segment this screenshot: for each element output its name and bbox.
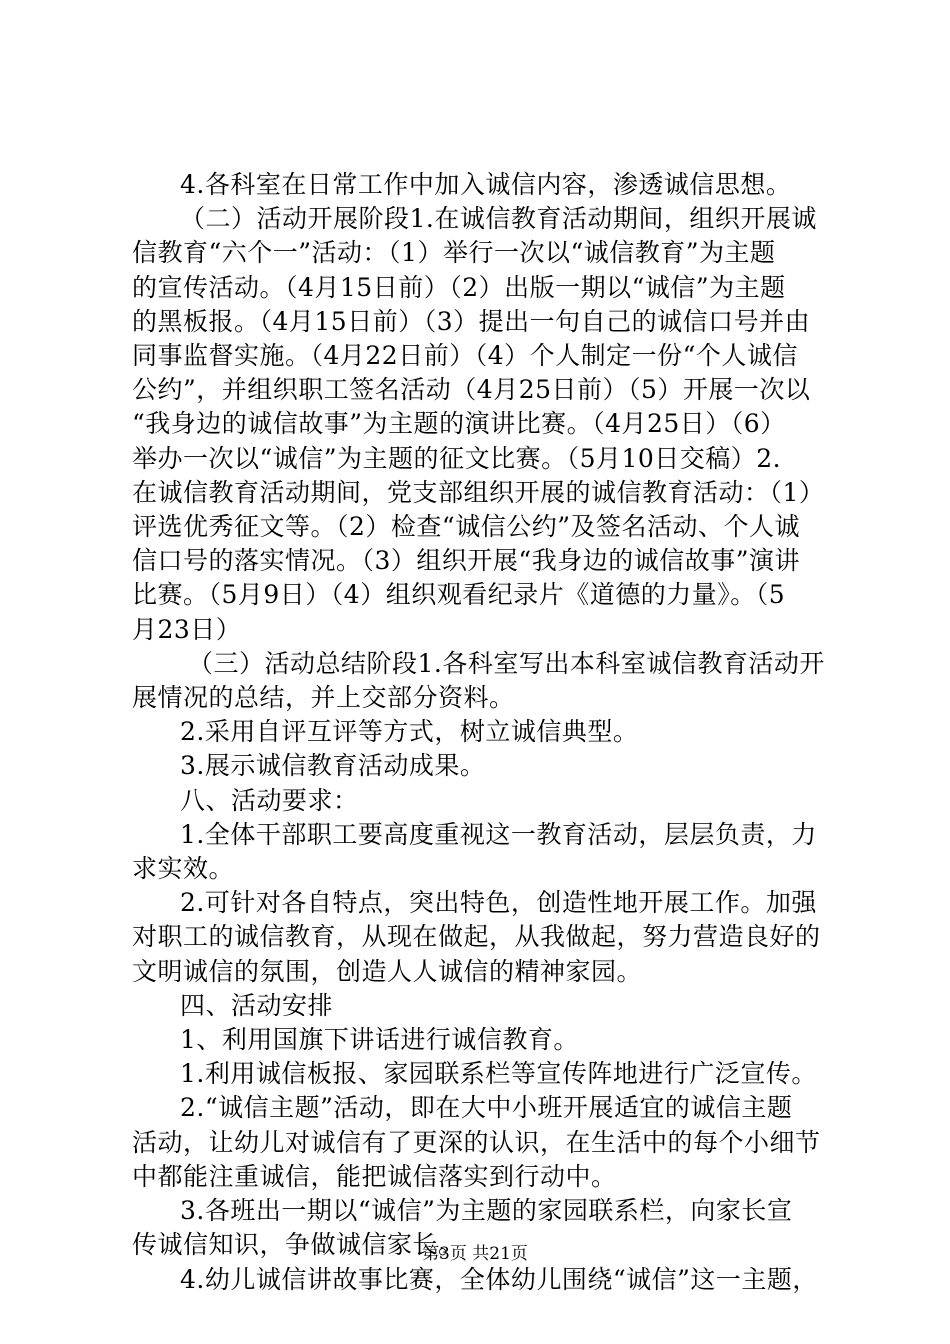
text-line: （三）活动总结阶段1.各科室写出本科室诚信教育活动开 (188, 648, 825, 678)
text-line: 比赛。（5月9日）（4）组织观看纪录片《道德的力量》。（5 (132, 580, 786, 610)
text-line: 求实效。 (132, 854, 235, 884)
text-line: 在诚信教育活动期间，党支部组织开展的诚信教育活动：（1） (132, 477, 825, 507)
section-heading: 八、活动要求： (180, 785, 359, 815)
text-line: 的黑板报。（4月15日前）（3）提出一句自己的诚信口号并由 (132, 306, 811, 336)
text-line: 举办一次以“诚信”为主题的征文比赛。（5月10日交稿）2. (132, 443, 782, 473)
page-number: 第3页 共21页 (422, 1244, 528, 1264)
document-body (132, 168, 837, 1297)
text-line: （二）活动开展阶段1.在诚信教育活动期间，组织开展诚 (180, 204, 817, 234)
text-line: 中都能注重诚信，能把诚信落实到行动中。 (132, 1161, 617, 1191)
text-line: 4.幼儿诚信讲故事比赛，全体幼儿围绕“诚信”这一主题， (180, 1264, 818, 1294)
text-line: 1.利用诚信板报、家园联系栏等宣传阵地进行广泛宣传。 (180, 1059, 817, 1089)
text-line: “我身边的诚信故事”为主题的演讲比赛。（4月25日）（6） (132, 409, 786, 439)
text-line: 活动，让幼儿对诚信有了更深的认识，在生活中的每个小细节 (132, 1127, 821, 1157)
text-line: 2.“诚信主题”活动，即在大中小班开展适宜的诚信主题 (180, 1093, 793, 1123)
text-line: 评选优秀征文等。（2）检查“诚信公约”及签名活动、个人诚 (132, 512, 800, 542)
text-line: 1、利用国旗下讲话进行诚信教育。 (180, 1025, 579, 1055)
text-line: 同事监督实施。（4月22日前）（4）个人制定一份“个人诚信 (132, 341, 798, 371)
text-line: 信口号的落实情况。（3）组织开展“我身边的诚信故事”演讲 (132, 546, 800, 576)
text-line: 3.展示诚信教育活动成果。 (180, 751, 486, 781)
text-line: 3.各班出一期以“诚信”为主题的家园联系栏，向家长宣 (180, 1196, 793, 1226)
text-line: 对职工的诚信教育，从现在做起，从我做起，努力营造良好的 (132, 922, 821, 952)
page-footer (0, 1244, 950, 1264)
text-line: 2.可针对各自特点，突出特色，创造性地开展工作。加强 (180, 888, 817, 918)
text-line: 月23日） (132, 614, 242, 644)
text-line: 的宣传活动。（4月15日前）（2）出版一期以“诚信”为主题 (132, 272, 786, 302)
text-line: 展情况的总结，并上交部分资料。 (132, 683, 515, 713)
text-line: 4.各科室在日常工作中加入诚信内容，渗透诚信思想。 (180, 170, 792, 199)
text-line: 公约”，并组织职工签名活动（4月25日前）（5）开展一次以 (132, 375, 811, 405)
text-line: 文明诚信的氛围，创造人人诚信的精神家园。 (132, 956, 643, 986)
text-line: 2.采用自评互评等方式，树立诚信典型。 (180, 717, 639, 747)
text-line: 传诚信知识，争做诚信家长。 (132, 1230, 464, 1260)
text-line: 信教育“六个一”活动：（1）举行一次以“诚信教育”为主题 (132, 238, 776, 268)
section-heading: 四、活动安排 (180, 990, 334, 1020)
text-line: 1.全体干部职工要高度重视这一教育活动，层层负责，力 (180, 819, 817, 849)
